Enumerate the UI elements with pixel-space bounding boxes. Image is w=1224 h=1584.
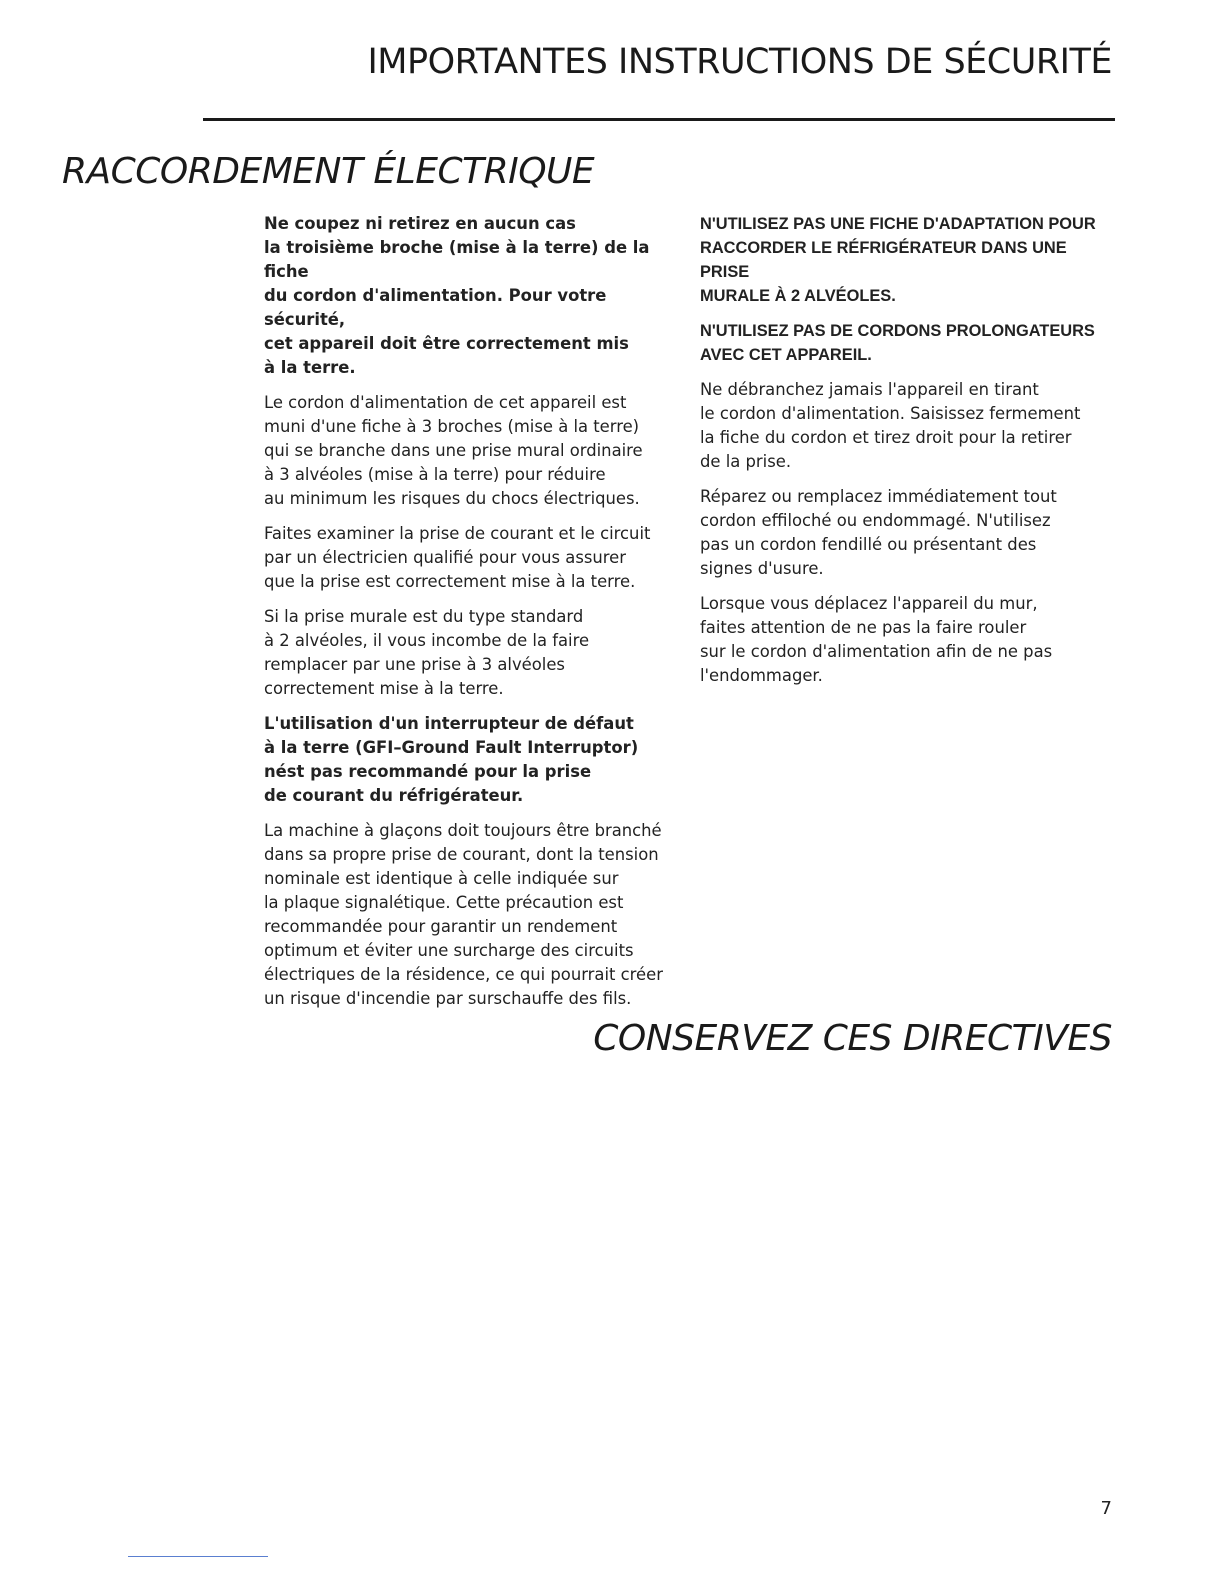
page-header-title: IMPORTANTES INSTRUCTIONS DE SÉCURITÉ bbox=[367, 42, 1112, 82]
bottom-rule bbox=[128, 1556, 268, 1557]
page-number: 7 bbox=[1100, 1498, 1112, 1519]
warning-extension-cords: N'UTILISEZ PAS DE CORDONS PROLONGATEURS AVEC CET APPAREIL. bbox=[700, 322, 1095, 364]
paragraph-electrician-check: Faites examiner la prise de courant et le circuit par un électricien qualifié pour vous assurer que la prise est correctement mise à la terre. bbox=[264, 524, 651, 591]
section-title: RACCORDEMENT ÉLECTRIQUE bbox=[62, 151, 595, 192]
paragraph-three-prong-plug: Le cordon d'alimentation de cet appareil est muni d'une fiche à 3 broches (mise à la terre) qui se branche dans une prise mural ordinaire à 3 alvéoles (mise à la terre) pour réduire au minimum les risques du chocs électriques. bbox=[264, 393, 643, 508]
paragraph-two-slot-outlet: Si la prise murale est du type standard à 2 alvéoles, il vous incombe de la faire remplacer par une prise à 3 alvéoles correctement mise à la terre. bbox=[264, 607, 590, 698]
right-column bbox=[700, 212, 1120, 699]
warning-gfi: L'utilisation d'un interrupteur de défaut à la terre (GFI–Ground Fault Interruptor) nést pas recommandé pour la prise de courant du réfrigérateur. bbox=[264, 714, 639, 805]
paragraph-ice-maker-outlet: La machine à glaçons doit toujours être branché dans sa propre prise de courant, dont la tension nominale est identique à celle indiquée sur la plaque signalétique. Cette précaution est recommandée pour garantir un rendement optimum et éviter une surcharge des circuits électriques de la résidence, ce qui pourrait créer un risque d'incendie par surschauffe des fils. bbox=[264, 821, 663, 1008]
paragraph-unplugging: Ne débranchez jamais l'appareil en tirant le cordon d'alimentation. Saisissez fermement la fiche du cordon et tirez droit pour la retirer de la prise. bbox=[700, 380, 1081, 471]
paragraph-moving-appliance: Lorsque vous déplacez l'appareil du mur, faites attention de ne pas la faire rouler sur le cordon d'alimentation afin de ne pas l'endommager. bbox=[700, 594, 1053, 685]
left-column bbox=[264, 212, 682, 1022]
header-divider bbox=[203, 118, 1115, 121]
footer-title: CONSERVEZ CES DIRECTIVES bbox=[593, 1018, 1112, 1059]
paragraph-damaged-cord: Réparez ou remplacez immédiatement tout cordon effiloché ou endommagé. N'utilisez pas un cordon fendillé ou présentant des signes d'usure. bbox=[700, 487, 1057, 578]
warning-adapter-plug: N'UTILISEZ PAS UNE FICHE D'ADAPTATION POUR RACCORDER LE RÉFRIGÉRATEUR DANS UNE PRISE MURALE À 2 ALVÉOLES. bbox=[700, 215, 1096, 305]
warning-ground-prong: Ne coupez ni retirez en aucun cas la troisième broche (mise à la terre) de la fiche du cordon d'alimentation. Pour votre sécurité, cet appareil doit être correctement mis à la terre. bbox=[264, 214, 650, 377]
